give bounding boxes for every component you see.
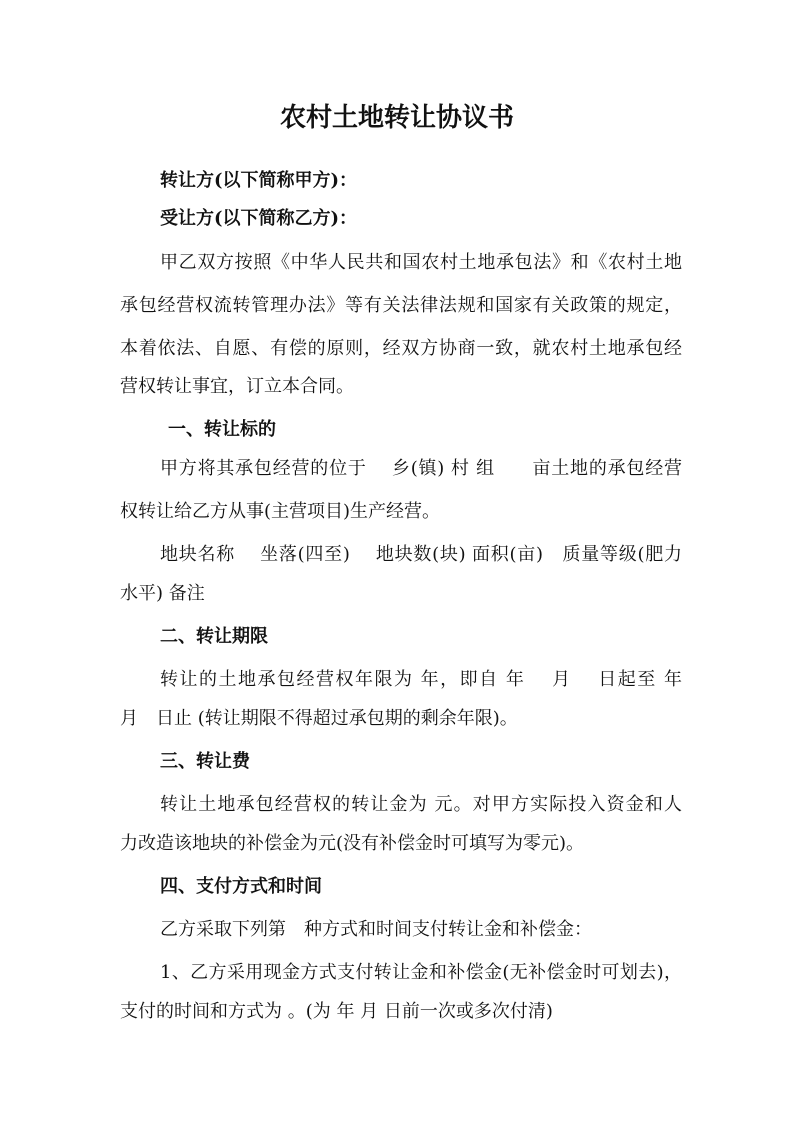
paragraph-line: 甲方将其承包经营的位于 乡(镇) 村 组 亩土地的承包经营 <box>160 458 682 479</box>
section-heading: 一、转让标的 <box>168 419 276 440</box>
preamble-line: 营权转让事宜，订立本合同。 <box>120 376 354 397</box>
paragraph-line: 权转让给乙方从事(主营项目)生产经营。 <box>120 501 441 522</box>
paragraph-line: 1、乙方采用现金方式支付转让金和补偿金(无补偿金时可划去)， <box>160 962 682 983</box>
paragraph-line: 力改造该地块的补偿金为元(没有补偿金时可填写为零元)。 <box>120 833 585 854</box>
paragraph-line: 支付的时间和方式为 。(为 年 月 日前一次或多次付清) <box>120 1001 553 1022</box>
paragraph-line: 转让的土地承包经营权年限为 年，即自 年 月 日起至 年 <box>160 669 682 690</box>
document-title: 农村土地转让协议书 <box>279 103 514 133</box>
preamble-line: 本着依法、自愿、有偿的原则，经双方协商一致，就农村土地承包经 <box>120 338 682 359</box>
paragraph-line: 月 日止 (转让期限不得超过承包期的剩余年限)。 <box>120 708 518 729</box>
preamble-line: 承包经营权流转管理办法》等有关法律法规和国家有关政策的规定， <box>120 295 682 316</box>
paragraph-line: 地块名称 坐落(四至) 地块数(块) 面积(亩) 质量等级(肥力 <box>160 544 682 565</box>
section-heading: 二、转让期限 <box>160 626 268 647</box>
paragraph-line: 转让土地承包经营权的转让金为 元。对甲方实际投入资金和人 <box>160 794 682 815</box>
transferee-label: 受让方(以下简称乙方)： <box>160 208 358 229</box>
section-heading: 三、转让费 <box>160 751 250 772</box>
transferor-label: 转让方(以下简称甲方)： <box>160 170 358 191</box>
section-heading: 四、支付方式和时间 <box>160 876 322 897</box>
paragraph-line: 水平) 备注 <box>120 583 205 604</box>
paragraph-line: 乙方采取下列第 种方式和时间支付转让金和补偿金： <box>160 919 592 940</box>
preamble-line: 甲乙双方按照《中华人民共和国农村土地承包法》和《农村土地 <box>160 252 682 273</box>
